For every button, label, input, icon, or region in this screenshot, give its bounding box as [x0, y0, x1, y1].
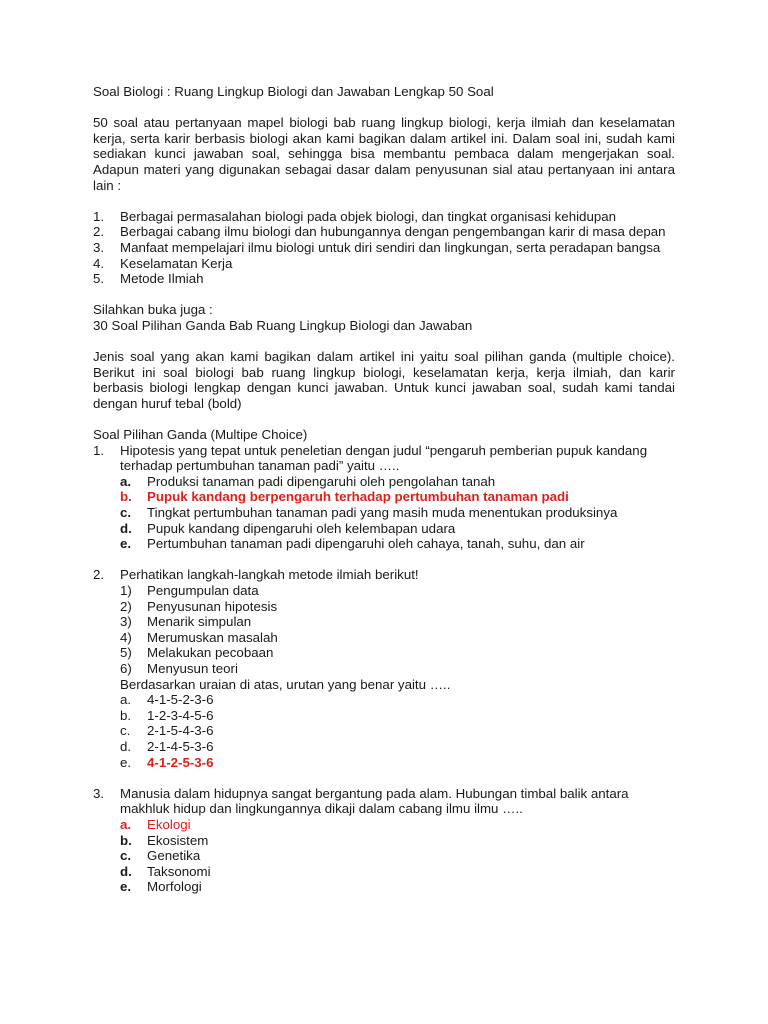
list-item: 4. Keselamatan Kerja	[93, 255, 233, 271]
option-c: c. Tingkat pertumbuhan tanaman padi yang masih muda menentukan produksinya	[120, 505, 618, 521]
step-list	[120, 583, 675, 677]
step-item: 5) Melakukan pecobaan	[120, 645, 274, 661]
option-b: b. 1-2-3-4-5-6	[120, 707, 214, 723]
step-item: 1) Pengumpulan data	[120, 583, 259, 598]
option-b: b. Ekosistem	[120, 832, 209, 848]
option-e-correct: e. 4-1-2-5-3-6	[120, 754, 214, 770]
option-e: e. Pertumbuhan tanaman padi dipengaruhi oleh cahaya, tanah, suhu, dan air	[120, 536, 585, 552]
question-text: Perhatikan langkah-langkah metode ilmiah berikut!	[120, 567, 419, 583]
option-a: a. Produksi tanaman padi dipengaruhi oleh pengolahan tanah	[120, 473, 496, 489]
option-d: d. 2-1-4-5-3-6	[120, 738, 214, 754]
question-number: 1.	[93, 442, 105, 458]
step-item: 3) Menarik simpulan	[120, 614, 252, 630]
answer-options	[120, 474, 675, 552]
option-a-correct: a. Ekologi	[120, 816, 191, 832]
list-item: 1. Berbagai permasalahan biologi pada objek biologi, dan tingkat organisasi kehidupan	[93, 208, 617, 224]
question-text: Manusia dalam hidupnya sangat bergantung pada alam. Hubungan timbal balik antara makhluk hidup dan lingkungannya dikaji dalam cabang ilmu ilmu …..	[120, 785, 629, 817]
topic-list	[93, 209, 675, 287]
option-c: c. 2-1-5-4-3-6	[120, 723, 214, 739]
question-prompt: Berdasarkan uraian di atas, urutan yang benar yaitu …..	[120, 676, 451, 692]
list-item: 2. Berbagai cabang ilmu biologi dan hubungannya dengan pengembangan karir di masa depan	[93, 224, 666, 240]
intro-paragraph: 50 soal atau pertanyaan mapel biologi bab ruang lingkup biologi, kerja ilmiah dan keselamatan kerja, serta karir berbasis biologi akan kami bagikan dalam artikel ini. Dalam soal ini, sudah kami sediakan kunci jawaban soal, sehingga bisa membantu pembaca dalam mengerjakan soal. Adapun materi yang digunakan sebagai dasar dalam penyusunan sial atau pertanyaan ini antara lain :	[93, 115, 675, 193]
question-1	[93, 443, 675, 552]
list-item: 5. Metode Ilmiah	[93, 271, 204, 287]
option-b-correct: b. Pupuk kandang berpengaruh terhadap pertumbuhan tanaman padi	[120, 489, 569, 505]
step-item: 2) Penyusunan hipotesis	[120, 598, 278, 614]
answer-options	[120, 817, 675, 895]
question-text: Hipotesis yang tepat untuk peneletian dengan judul “pengaruh pemberian pupuk kandang terhadap pertumbuhan tanaman padi” yaitu …..	[120, 442, 648, 474]
option-e: e. Morfologi	[120, 879, 202, 895]
document-title: Soal Biologi : Ruang Lingkup Biologi dan Jawaban Lengkap 50 Soal	[93, 84, 494, 99]
step-item: 4) Merumuskan masalah	[120, 629, 278, 645]
see-also-label: Silahkan buka juga :	[93, 302, 213, 318]
step-item: 6) Menyusun teori	[120, 660, 238, 676]
question-2	[93, 567, 675, 770]
option-d: d. Pupuk kandang dipengaruhi oleh kelembapan udara	[120, 520, 456, 536]
list-item: 3. Manfaat mempelajari ilmu biologi untuk diri sendiri dan lingkungan, serta peradapan bangsa	[93, 239, 661, 255]
option-d: d. Taksonomi	[120, 863, 211, 879]
question-number: 2.	[93, 567, 105, 583]
see-also-link[interactable]: 30 Soal Pilihan Ganda Bab Ruang Lingkup Biologi dan Jawaban	[93, 317, 473, 333]
answer-options	[120, 692, 675, 770]
section-heading: Soal Pilihan Ganda (Multipe Choice)	[93, 427, 308, 443]
option-c: c. Genetika	[120, 848, 201, 864]
question-number: 3.	[93, 785, 105, 801]
question-3	[93, 786, 675, 895]
option-a: a. 4-1-5-2-3-6	[120, 692, 214, 708]
document-body	[93, 84, 675, 895]
explain-paragraph: Jenis soal yang akan kami bagikan dalam artikel ini yaitu soal pilihan ganda (multiple choice). Berikut ini soal biologi bab ruang lingkup biologi, keselamatan kerja, kerja ilmiah, dan karir berbasis biologi lengkap dengan kunci jawaban. Untuk kunci jawaban soal, sudah kami tandai dengan huruf tebal (bold)	[93, 349, 675, 411]
